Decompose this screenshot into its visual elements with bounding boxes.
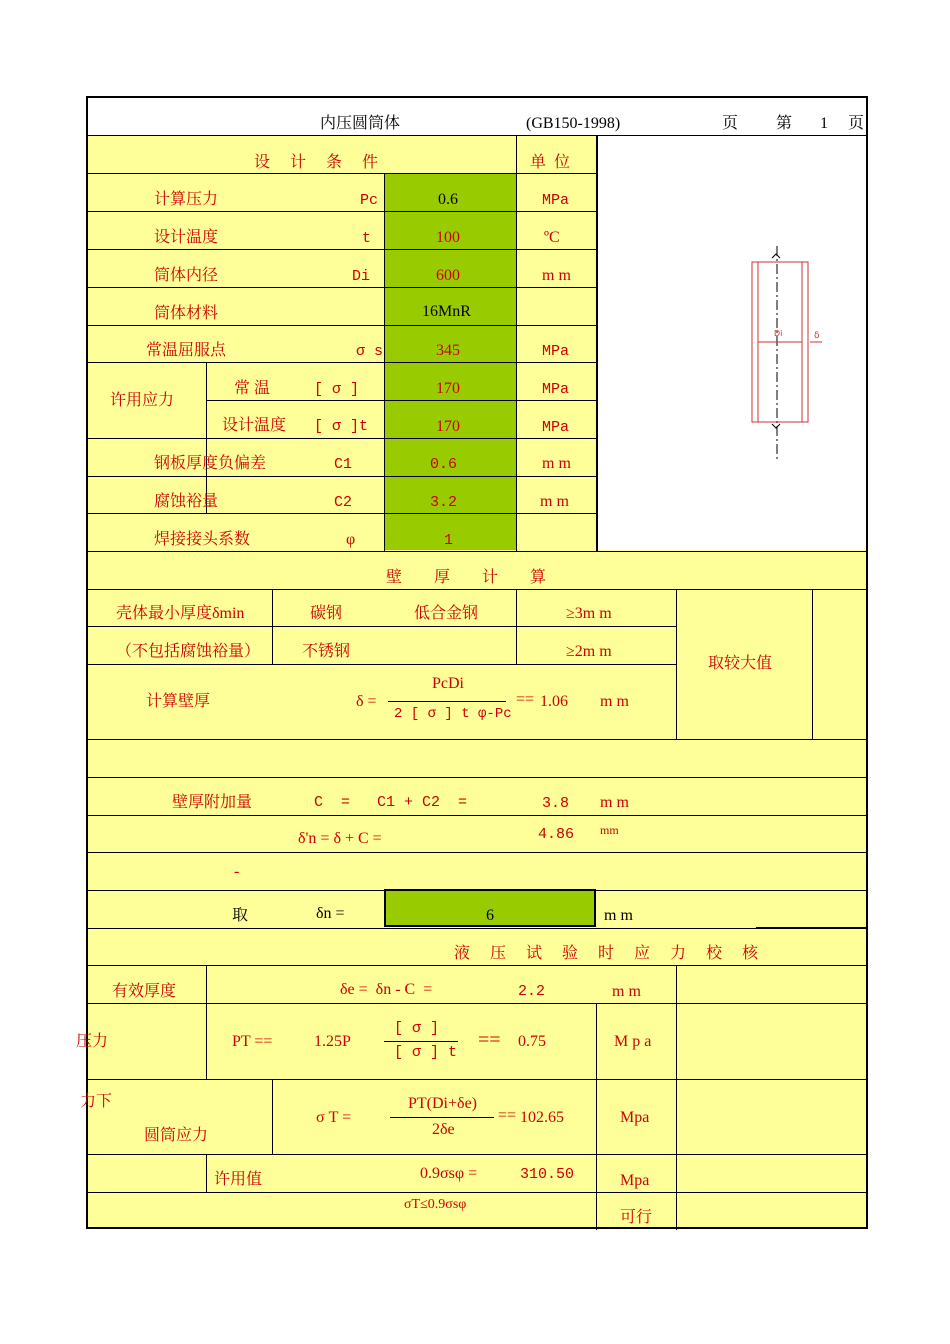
eff-thickness-value: 2.2 — [518, 983, 546, 1000]
thickness-denominator: 2 [ σ ] t φ-Pc — [394, 706, 512, 722]
row-unit: MPa — [542, 419, 570, 436]
cylinder-section-diagram — [736, 238, 826, 468]
unit-header: 单 位 — [530, 154, 571, 171]
pt-numerator: [ σ ] — [394, 1020, 440, 1037]
calc-sheet — [76, 96, 868, 1229]
row-unit: m m — [542, 455, 571, 472]
row-value: 0.6 — [430, 456, 458, 473]
page-number: 1 — [820, 115, 828, 132]
dn-expr: δ'n = δ + C = — [298, 830, 382, 847]
row-label: 计算压力 — [154, 191, 219, 208]
row-symbol: [ σ ]t — [314, 418, 369, 435]
min-carbon: ≥3m m — [566, 605, 612, 622]
svg-text:δ: δ — [814, 331, 820, 341]
stress-fraction-bar — [390, 1117, 494, 1118]
allowance-label: 壁厚附加量 — [172, 794, 253, 811]
page-of: 第 — [776, 115, 793, 132]
stress-label-top: 力下 — [80, 1093, 113, 1110]
row-label: 常温屈服点 — [146, 342, 227, 359]
calc-value: 1.06 — [540, 693, 568, 710]
row-label: 焊接接头系数 — [154, 531, 251, 548]
check-result: 可行 — [620, 1209, 653, 1226]
allowance-expr: C = C1 + C2 = — [314, 794, 468, 811]
dash-mark: - — [234, 863, 240, 880]
stress-label: 圆筒应力 — [144, 1127, 209, 1144]
allowable-expr: 0.9σsφ = — [420, 1165, 478, 1182]
calc-thickness-label: 计算壁厚 — [146, 693, 211, 710]
allowance-value: 3.8 — [542, 795, 570, 812]
take-larger-label: 取较大值 — [708, 655, 773, 672]
row-symbol: φ — [346, 531, 356, 548]
pt-expr: PT == — [232, 1033, 273, 1050]
min-stainless: ≥2m m — [566, 643, 612, 660]
row-symbol: Pc — [360, 192, 379, 209]
header-row-bg — [88, 98, 866, 135]
svg-text:Di: Di — [774, 329, 783, 338]
equals-sign: == — [516, 691, 535, 708]
allowable-stress-label: 许用应力 — [110, 392, 175, 409]
row-value: 600 — [436, 267, 460, 284]
pt-fraction-bar — [384, 1041, 458, 1042]
row-symbol: Di — [352, 268, 371, 285]
take-label: 取 — [232, 907, 249, 924]
pt-denominator: [ σ ] t — [394, 1044, 458, 1061]
row-unit: MPa — [542, 343, 570, 360]
eff-thickness-expr: δe = δn - C = — [340, 981, 433, 998]
check-expression: σT≤0.9σsφ — [404, 1197, 467, 1212]
doc-title: 内压圆筒体 — [320, 115, 401, 132]
row-value: 3.2 — [430, 494, 458, 511]
row-symbol: [ σ ] — [314, 381, 360, 398]
page-word-2: 页 — [848, 115, 865, 132]
row-label: 设计温度 — [154, 229, 219, 246]
row-symbol: σ s — [356, 343, 384, 360]
row-value: 1 — [444, 532, 454, 549]
row-symbol: t — [362, 230, 372, 247]
stainless-steel: 不锈钢 — [302, 643, 351, 660]
dn-unit: mm — [600, 823, 619, 837]
stress-denominator: 2δe — [432, 1121, 455, 1138]
pt-coefficient: 1.25P — [314, 1033, 351, 1050]
fraction-bar — [388, 701, 506, 702]
min-thickness-note: （不包括腐蚀裕量） — [116, 643, 261, 660]
sigma-t: σ T = — [316, 1109, 352, 1126]
row-value: 16MnR — [422, 303, 471, 320]
stress-numerator: PT(Di+δe) — [408, 1095, 477, 1112]
low-alloy-steel: 低合金钢 — [414, 605, 479, 622]
row-unit: m m — [542, 267, 571, 284]
take-expr: δn = — [316, 905, 345, 922]
carbon-steel: 碳钢 — [310, 605, 343, 622]
row-label: 筒体内径 — [154, 267, 219, 284]
delta-eq: δ = — [356, 693, 377, 710]
pt-unit: M p a — [614, 1033, 652, 1050]
take-value: 6 — [486, 907, 494, 924]
test-pressure-label: 压力 — [76, 1033, 109, 1050]
calc-unit: m m — [600, 693, 629, 710]
row-symbol: C2 — [334, 494, 353, 511]
design-section-title: 设 计 条 件 — [254, 154, 387, 171]
row-value: 0.6 — [438, 191, 458, 208]
row-label: 腐蚀裕量 — [154, 493, 219, 510]
row-label: 钢板厚度负偏差 — [154, 455, 267, 472]
eff-thickness-unit: m m — [612, 983, 641, 1000]
row-value: 345 — [436, 342, 460, 359]
pt-value: 0.75 — [518, 1033, 546, 1050]
take-unit: m m — [604, 907, 633, 924]
row-label: 设计温度 — [222, 417, 287, 434]
row-unit: MPa — [542, 192, 570, 209]
row-symbol: C1 — [334, 456, 353, 473]
dn-value: 4.86 — [538, 826, 575, 843]
standard-code: (GB150-1998) — [526, 115, 621, 132]
row-value: 170 — [436, 380, 460, 397]
stress-unit: Mpa — [620, 1109, 650, 1126]
allowable-label: 许用值 — [214, 1171, 263, 1188]
row-value: 100 — [436, 229, 460, 246]
stress-equals: == — [498, 1107, 517, 1124]
allowable-value: 310.50 — [520, 1166, 575, 1183]
row-unit: ºC — [544, 229, 560, 246]
wall-section-title: 壁 厚 计 算 — [386, 569, 555, 586]
eff-thickness-label: 有效厚度 — [112, 983, 177, 1000]
hydro-section-title: 液 压 试 验 时 应 力 校 核 — [454, 945, 767, 962]
page-word: 页 — [722, 115, 739, 132]
row-value: 170 — [436, 418, 460, 435]
thickness-numerator: PcDi — [432, 675, 464, 692]
allowance-unit: m m — [600, 794, 629, 811]
row-unit: MPa — [542, 381, 570, 398]
stress-value: 102.65 — [520, 1109, 564, 1126]
min-thickness-label: 壳体最小厚度δmin — [116, 605, 245, 622]
row-label: 常 温 — [234, 380, 271, 397]
row-unit: m m — [540, 493, 569, 510]
row-label: 筒体材料 — [154, 305, 219, 322]
pt-equals: == — [478, 1029, 501, 1051]
allowable-unit: Mpa — [620, 1172, 650, 1189]
